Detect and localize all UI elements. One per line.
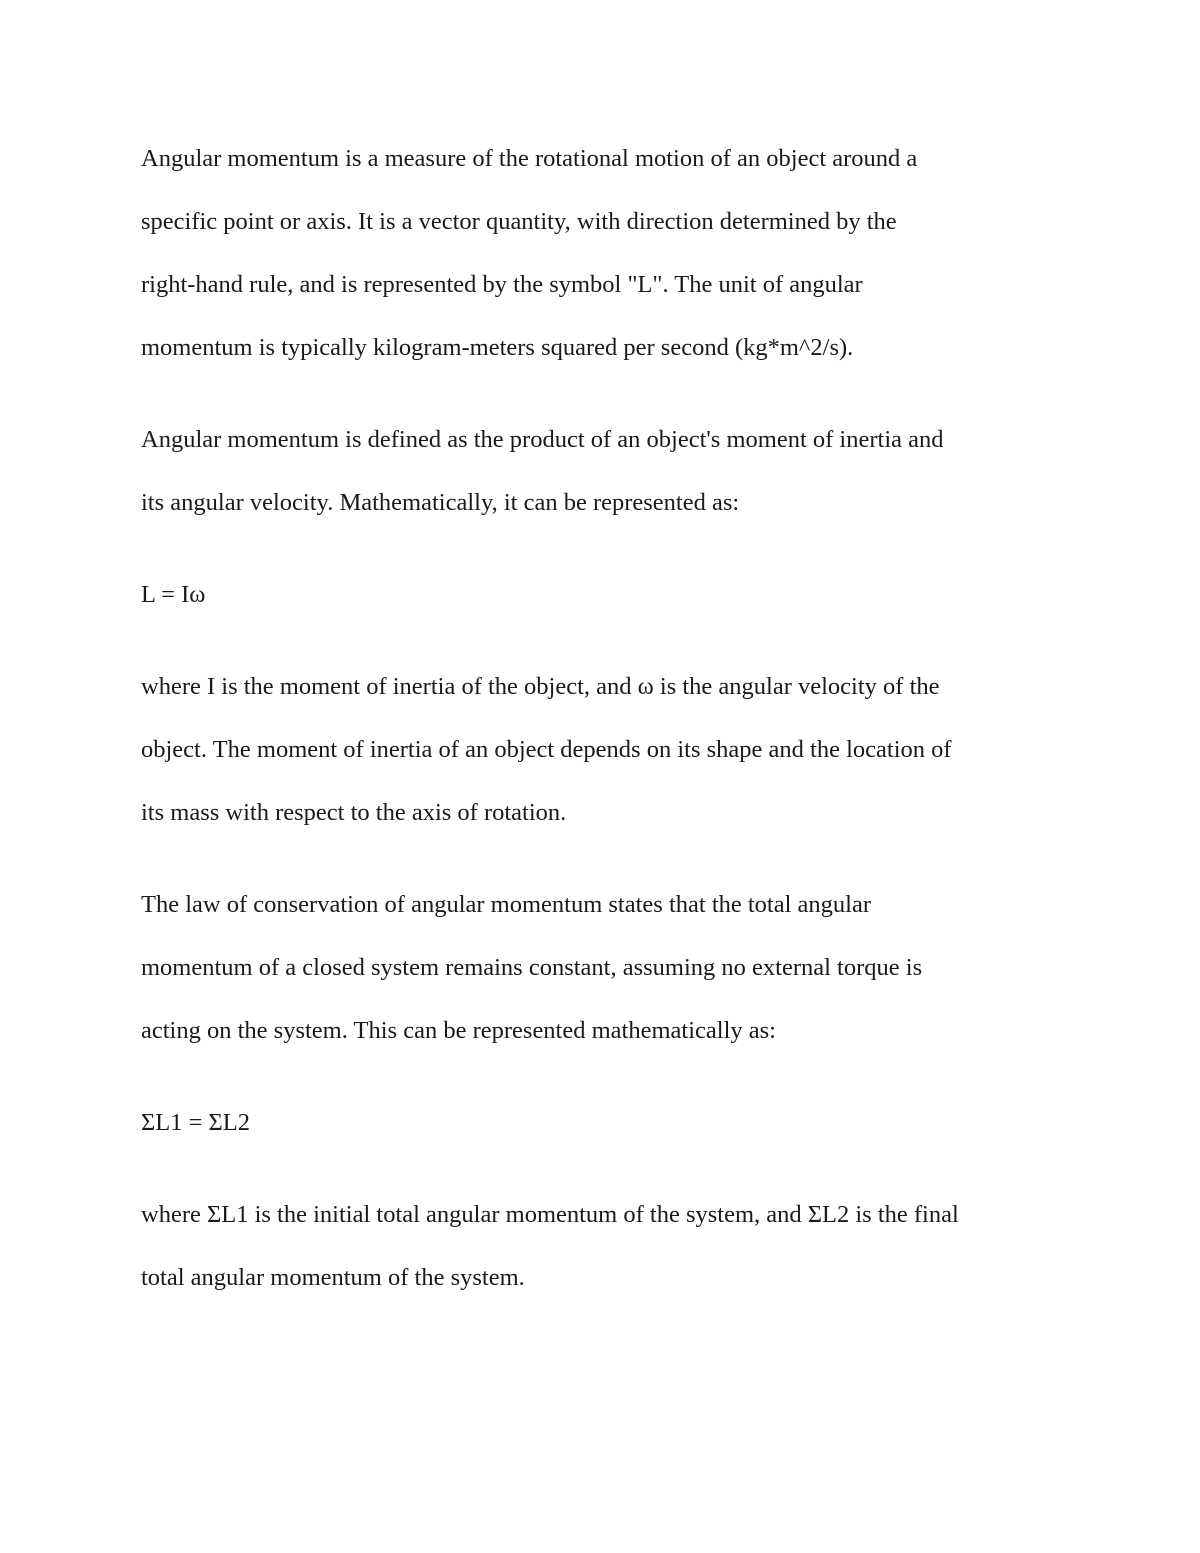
equation-conservation xyxy=(141,1091,1071,1154)
text-line: momentum of a closed system remains constant, assuming no external torque is xyxy=(141,954,923,981)
text-line: The law of conservation of angular momentum states that the total angular xyxy=(141,891,872,918)
text-line: Angular momentum is defined as the product of an object's moment of inertia and xyxy=(141,426,944,453)
equation-line: ΣL1 = ΣL2 xyxy=(141,1109,251,1136)
document-body xyxy=(141,127,1071,1309)
equation-angular-momentum xyxy=(141,563,1071,626)
text-line: momentum is typically kilogram-meters squared per second (kg*m^2/s). xyxy=(141,334,854,361)
text-line: total angular momentum of the system. xyxy=(141,1264,525,1291)
paragraph-product-definition xyxy=(141,408,1071,534)
text-line: specific point or axis. It is a vector quantity, with direction determined by the xyxy=(141,208,897,235)
paragraph-definition xyxy=(141,127,1071,379)
text-line: where ΣL1 is the initial total angular momentum of the system, and ΣL2 is the final xyxy=(141,1201,959,1228)
text-line: its mass with respect to the axis of rotation. xyxy=(141,799,567,826)
equation-line: L = Iω xyxy=(141,581,206,608)
paragraph-conservation-explanation xyxy=(141,1183,1071,1309)
text-line: where I is the moment of inertia of the object, and ω is the angular velocity of the xyxy=(141,673,940,700)
text-line: right-hand rule, and is represented by the symbol "L". The unit of angular xyxy=(141,271,863,298)
paragraph-conservation-law xyxy=(141,873,1071,1062)
text-line: Angular momentum is a measure of the rotational motion of an object around a xyxy=(141,145,918,172)
text-line: acting on the system. This can be represented mathematically as: xyxy=(141,1017,776,1044)
paragraph-moment-of-inertia xyxy=(141,655,1071,844)
text-line: object. The moment of inertia of an object depends on its shape and the location of xyxy=(141,736,952,763)
text-line: its angular velocity. Mathematically, it can be represented as: xyxy=(141,489,740,516)
